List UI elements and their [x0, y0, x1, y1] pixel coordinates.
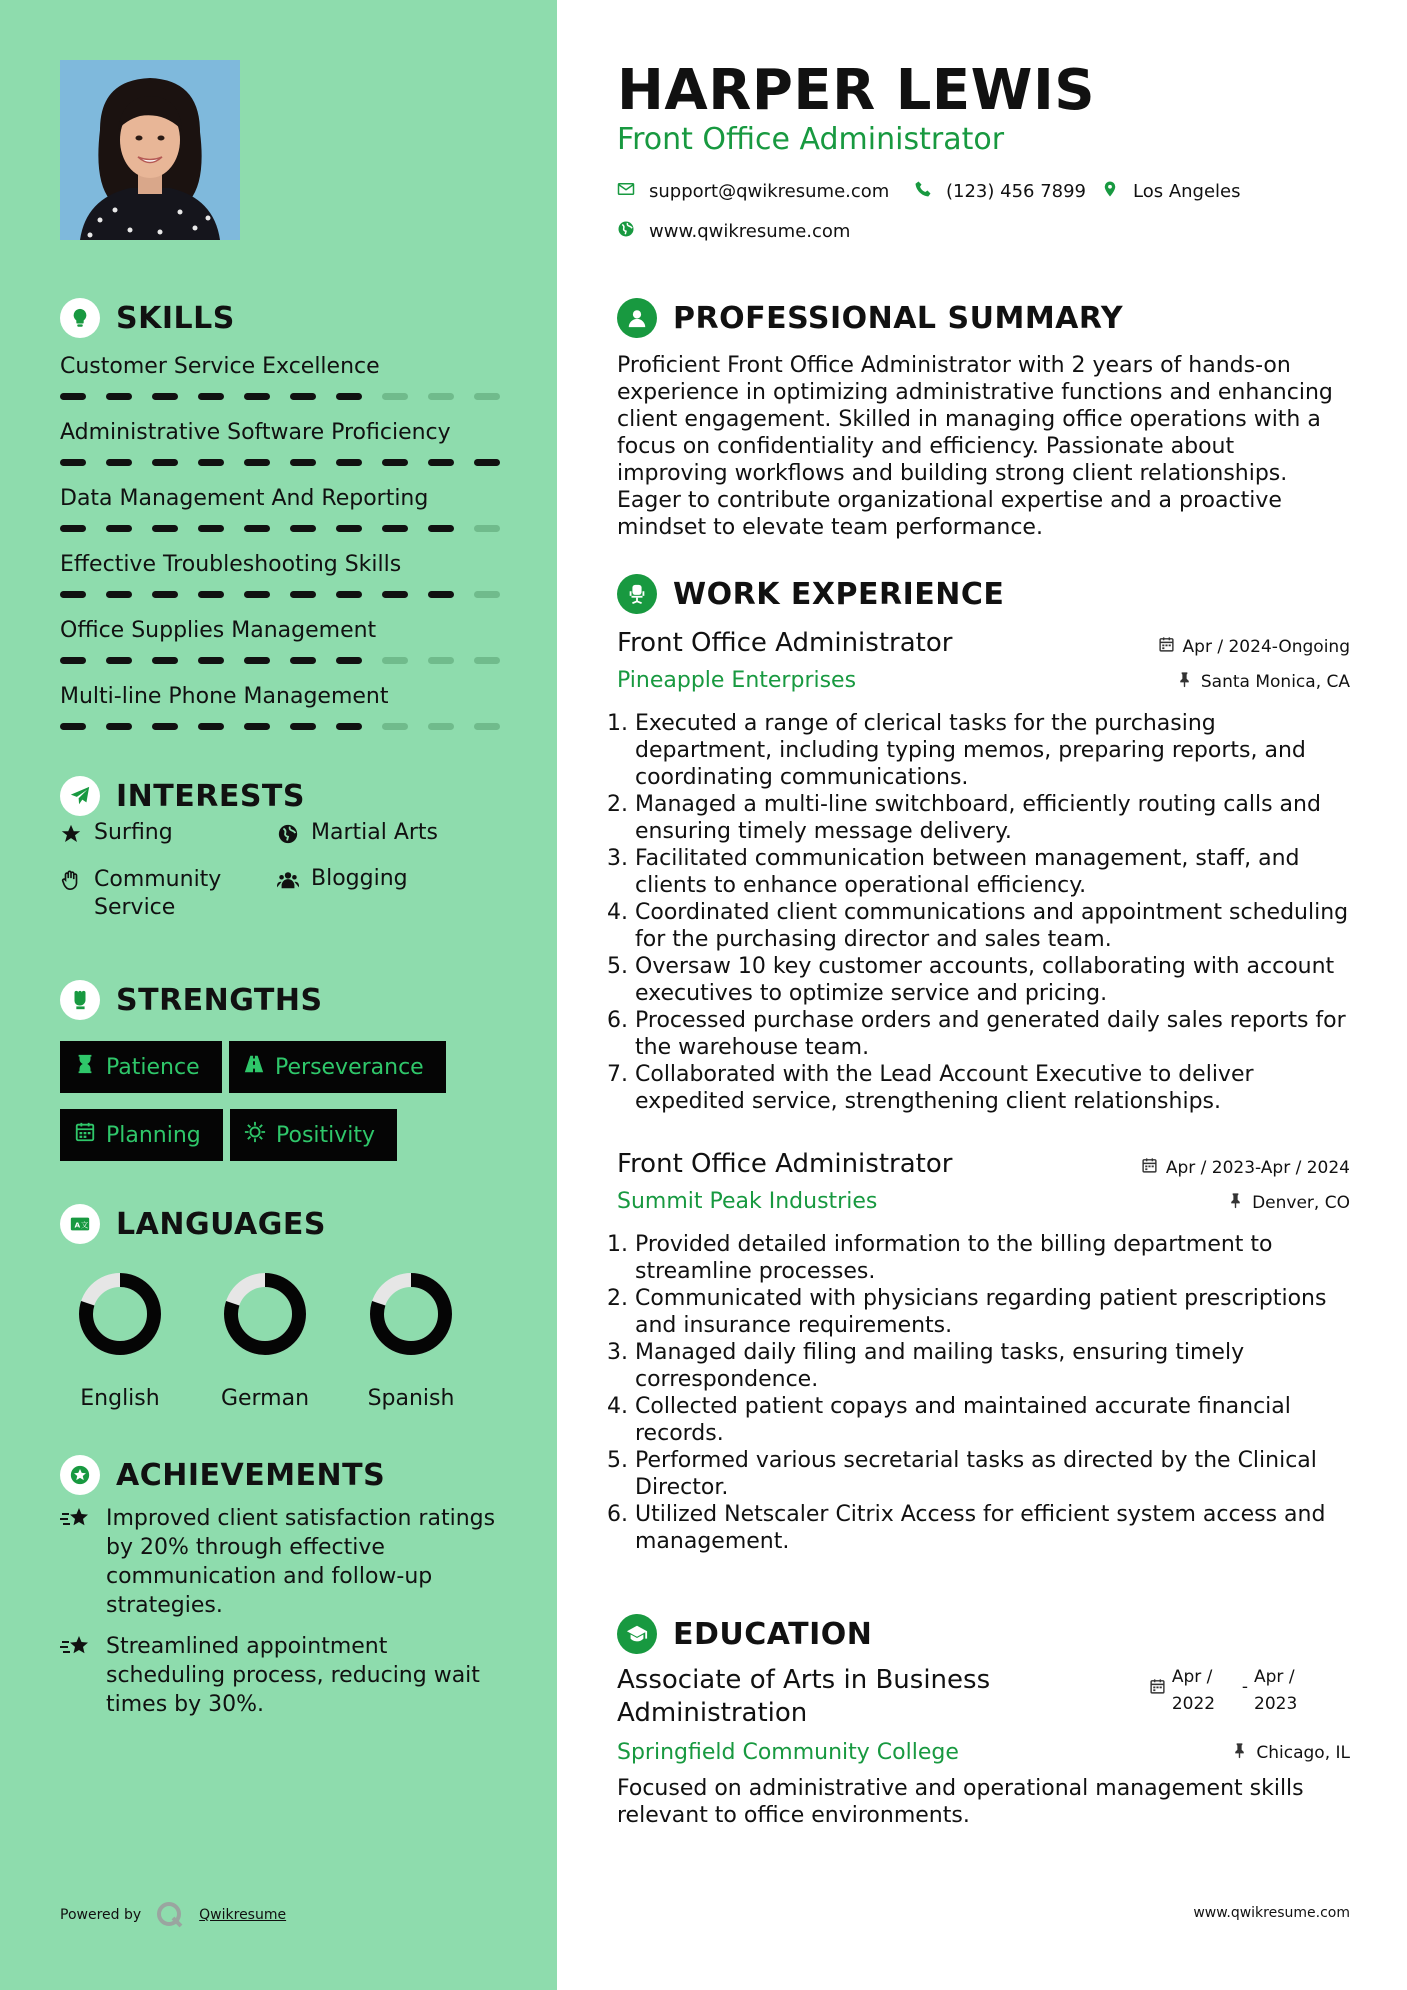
- footer-url[interactable]: www.qwikresume.com: [1193, 1905, 1350, 1921]
- contact-location: [1101, 180, 1241, 203]
- skill-level-segment: [428, 459, 454, 466]
- experience-title: WORK EXPERIENCE: [673, 576, 1005, 612]
- shooting-star-icon: [60, 1632, 92, 1719]
- profile-photo: [60, 60, 240, 240]
- skill-level-segment: [290, 525, 316, 532]
- skill-level-segment: [106, 393, 132, 400]
- pushpin-icon: [1231, 1742, 1248, 1764]
- skill-level-segment: [428, 525, 454, 532]
- job-company: Summit Peak Industries: [617, 1189, 878, 1214]
- duty-item: 2. Communicated with physicians regarding patient prescriptions and insurance requirements.: [635, 1285, 1350, 1339]
- skill-level-segment: [428, 393, 454, 400]
- globe-icon: [277, 820, 299, 851]
- skill-level-segment: [290, 393, 316, 400]
- paper-plane-icon: [60, 776, 100, 816]
- skill-level-segment: [474, 393, 500, 400]
- skill-level-segment: [60, 459, 86, 466]
- skill-level-segment: [152, 591, 178, 598]
- skill-level-segment: [198, 393, 224, 400]
- job-location-text: Santa Monica, CA: [1200, 672, 1350, 692]
- achievement-text: Improved client satisfaction ratings by 20% through effective communication and follow-up strategies.: [106, 1506, 496, 1618]
- skill-level-segment: [474, 657, 500, 664]
- interest-item: [277, 820, 438, 851]
- phone-icon: [914, 180, 932, 203]
- skill-level-segment: [474, 723, 500, 730]
- skill-level-segment: [474, 525, 500, 532]
- strength-label: Positivity: [276, 1122, 376, 1148]
- job-dates: [1141, 1157, 1350, 1179]
- duty-item: 6. Processed purchase orders and generated daily sales reports for the warehouse team.: [635, 1007, 1350, 1061]
- skill-item: [60, 420, 500, 466]
- language-label: German: [220, 1386, 310, 1411]
- summary-title: PROFESSIONAL SUMMARY: [673, 300, 1124, 336]
- education-location-text: Chicago, IL: [1256, 1743, 1350, 1763]
- skill-item: [60, 684, 500, 730]
- skill-level-segment: [428, 657, 454, 664]
- strength-tag: [230, 1109, 397, 1161]
- skill-level-segment: [198, 657, 224, 664]
- skill-level-segment: [382, 657, 408, 664]
- star-icon: [60, 820, 82, 851]
- strength-label: Patience: [106, 1054, 200, 1080]
- lightbulb-icon: [60, 298, 100, 338]
- interest-label: Community Service: [94, 867, 222, 920]
- job-location: [1176, 671, 1350, 693]
- interest-label: Blogging: [311, 866, 408, 891]
- skill-level-segment: [244, 393, 270, 400]
- skills-heading: [60, 298, 235, 338]
- language-icon: [60, 1204, 100, 1244]
- strength-tag: [60, 1041, 222, 1093]
- skill-level-segment: [336, 591, 362, 598]
- skill-level-segment: [198, 459, 224, 466]
- duty-item: 5. Performed various secretarial tasks as directed by the Clinical Director.: [635, 1447, 1350, 1501]
- calendar-icon: [1141, 1157, 1158, 1179]
- interest-label: Martial Arts: [311, 820, 439, 845]
- skill-level-segment: [290, 657, 316, 664]
- education-degree: Associate of Arts in Business Administration: [617, 1665, 991, 1728]
- skill-level-segment: [106, 657, 132, 664]
- education-start: Apr / 2022: [1171, 1667, 1216, 1714]
- calendar-icon: [74, 1121, 96, 1149]
- skill-level-segment: [290, 459, 316, 466]
- svg-text:文: 文: [80, 1220, 89, 1230]
- skill-name: Customer Service Excellence: [60, 354, 380, 379]
- skill-level-segment: [290, 723, 316, 730]
- job-dates: [1158, 636, 1350, 658]
- language-item: [60, 1270, 180, 1411]
- skill-level-segment: [428, 591, 454, 598]
- duty-item: 1. Executed a range of clerical tasks for the purchasing department, including typing memos, preparing reports, and coordinating communications.: [635, 710, 1350, 791]
- skill-level-segment: [152, 525, 178, 532]
- language-item: [351, 1270, 471, 1411]
- interest-item: [277, 866, 408, 897]
- users-icon: [277, 866, 299, 897]
- interest-item: [60, 820, 173, 851]
- education-school: Springfield Community College: [617, 1740, 959, 1765]
- globe-icon: [617, 220, 635, 243]
- summary-text: Proficient Front Office Administrator with 2 years of hands-on experience in optimizing administrative functions and enhancing client engagement. Skilled in managing office operations with a focus on confidentiality and efficiency. Passionate about improving workflows and building strong client relationships. Eager to contribute organizational expertise and a proactive mindset to elevate team performance.: [617, 353, 1333, 540]
- calendar-icon: [1149, 1664, 1166, 1704]
- qwikresume-link[interactable]: Qwikresume: [199, 1907, 287, 1923]
- job-title: Front Office Administrator: [617, 1149, 953, 1179]
- svg-text:A: A: [74, 1220, 81, 1230]
- hand-icon: [60, 866, 82, 897]
- education-heading: [617, 1614, 872, 1654]
- contact-phone[interactable]: [914, 180, 1086, 203]
- interests-title: INTERESTS: [116, 778, 305, 814]
- job-dates-text: Apr / 2023-Apr / 2024: [1165, 1158, 1350, 1178]
- skill-level-bar: [60, 591, 500, 598]
- job-duties: [617, 710, 1350, 1115]
- contact-website[interactable]: [617, 220, 850, 243]
- skill-level-bar: [60, 657, 500, 664]
- language-label: Spanish: [367, 1386, 455, 1411]
- skill-level-segment: [382, 525, 408, 532]
- strength-tag: [229, 1041, 446, 1093]
- interest-label: Surfing: [94, 820, 173, 845]
- skill-item: [60, 486, 500, 532]
- powered-by-label: Powered by: [60, 1907, 142, 1923]
- skill-level-segment: [382, 723, 408, 730]
- skill-item: [60, 618, 500, 664]
- language-item: [205, 1270, 325, 1411]
- skill-level-segment: [382, 591, 408, 598]
- education-dates: [1149, 1664, 1318, 1718]
- language-level-ring: [367, 1270, 455, 1358]
- skill-level-segment: [336, 657, 362, 664]
- skill-level-segment: [152, 459, 178, 466]
- duty-item: 1. Provided detailed information to the billing department to streamline processes.: [635, 1231, 1350, 1285]
- languages-heading: [60, 1204, 326, 1244]
- calendar-icon: [1158, 636, 1175, 658]
- skill-item: [60, 552, 500, 598]
- job-dates-text: Apr / 2024-Ongoing: [1182, 637, 1350, 657]
- interest-item: [60, 866, 260, 922]
- skill-level-segment: [60, 393, 86, 400]
- skill-level-segment: [152, 657, 178, 664]
- skill-level-segment: [106, 525, 132, 532]
- strength-label: Perseverance: [275, 1054, 424, 1080]
- job-title: Front Office Administrator: [617, 628, 953, 658]
- duty-item: 4. Collected patient copays and maintained accurate financial records.: [635, 1393, 1350, 1447]
- duty-item: 7. Collaborated with the Lead Account Executive to deliver expedited service, strengthening client relationships.: [635, 1061, 1350, 1115]
- contact-email[interactable]: [617, 180, 889, 203]
- sun-icon: [244, 1121, 266, 1149]
- languages-title: LANGUAGES: [116, 1206, 326, 1242]
- skill-level-segment: [382, 459, 408, 466]
- skill-level-segment: [244, 657, 270, 664]
- duty-item: 2. Managed a multi-line switchboard, efficiently routing calls and ensuring timely message delivery.: [635, 791, 1350, 845]
- skill-level-segment: [428, 723, 454, 730]
- skill-level-segment: [152, 393, 178, 400]
- skill-level-segment: [152, 723, 178, 730]
- graduation-cap-icon: [617, 1614, 657, 1654]
- strengths-heading: [60, 980, 323, 1020]
- skill-level-segment: [60, 657, 86, 664]
- skill-level-segment: [60, 723, 86, 730]
- pushpin-icon: [1176, 671, 1193, 693]
- star-badge-icon: [60, 1455, 100, 1495]
- skill-level-segment: [244, 525, 270, 532]
- skill-name: Office Supplies Management: [60, 618, 377, 643]
- skill-level-segment: [474, 459, 500, 466]
- skill-level-segment: [198, 591, 224, 598]
- skill-level-bar: [60, 525, 500, 532]
- skill-level-segment: [336, 723, 362, 730]
- job-location: [1227, 1192, 1350, 1214]
- hourglass-icon: [74, 1053, 96, 1081]
- skill-level-segment: [336, 459, 362, 466]
- duty-item: 4. Coordinated client communications and appointment scheduling for the purchasing director and sales team.: [635, 899, 1350, 953]
- location-text: Los Angeles: [1133, 181, 1241, 202]
- strength-label: Planning: [106, 1122, 201, 1148]
- job-duties: [617, 1231, 1350, 1555]
- skill-name: Multi-line Phone Management: [60, 684, 389, 709]
- shooting-star-icon: [60, 1504, 92, 1620]
- road-icon: [243, 1053, 265, 1081]
- summary-heading: [617, 298, 1123, 338]
- education-title: EDUCATION: [673, 1616, 873, 1652]
- achievements-title: ACHIEVEMENTS: [116, 1457, 386, 1493]
- skill-level-bar: [60, 459, 500, 466]
- skill-level-segment: [382, 393, 408, 400]
- skill-level-segment: [336, 525, 362, 532]
- education-separator: -: [1241, 1677, 1248, 1697]
- duty-item: 6. Utilized Netscaler Citrix Access for efficient system access and management.: [635, 1501, 1350, 1555]
- skill-level-segment: [474, 591, 500, 598]
- skill-level-segment: [244, 459, 270, 466]
- office-chair-icon: [617, 574, 657, 614]
- phone-text: (123) 456 7899: [946, 181, 1087, 202]
- skill-name: Administrative Software Proficiency: [60, 420, 451, 445]
- skill-level-segment: [290, 591, 316, 598]
- skills-title: SKILLS: [116, 300, 235, 336]
- skill-level-bar: [60, 393, 500, 400]
- map-pin-icon: [1101, 180, 1119, 203]
- envelope-icon: [617, 180, 635, 203]
- achievements-heading: [60, 1455, 385, 1495]
- qwikresume-logo-icon: [155, 1900, 185, 1930]
- achievement-item: [60, 1504, 500, 1620]
- powered-by: [60, 1900, 286, 1930]
- strengths-title: STRENGTHS: [116, 982, 323, 1018]
- job-location-text: Denver, CO: [1252, 1193, 1350, 1213]
- fist-icon: [60, 980, 100, 1020]
- language-label: English: [80, 1386, 160, 1411]
- interests-heading: [60, 776, 305, 816]
- education-location: [1231, 1742, 1350, 1764]
- skill-level-segment: [244, 723, 270, 730]
- email-text: support@qwikresume.com: [649, 181, 890, 202]
- strength-tag: [60, 1109, 223, 1161]
- language-level-ring: [221, 1270, 309, 1358]
- skill-item: [60, 354, 500, 400]
- pushpin-icon: [1227, 1192, 1244, 1214]
- skill-level-segment: [60, 591, 86, 598]
- skill-level-segment: [106, 723, 132, 730]
- education-end: Apr / 2023: [1254, 1667, 1298, 1714]
- skill-level-bar: [60, 723, 500, 730]
- education-description: Focused on administrative and operational management skills relevant to office environments.: [617, 1776, 1304, 1828]
- language-level-ring: [76, 1270, 164, 1358]
- achievement-text: Streamlined appointment scheduling process, reducing wait times by 30%.: [106, 1634, 480, 1717]
- job-company: Pineapple Enterprises: [617, 668, 857, 693]
- skill-level-segment: [198, 723, 224, 730]
- website-text: www.qwikresume.com: [649, 221, 851, 242]
- experience-heading: [617, 574, 1004, 614]
- duty-item: 5. Oversaw 10 key customer accounts, collaborating with account executives to optimize service and pricing.: [635, 953, 1350, 1007]
- skill-level-segment: [106, 591, 132, 598]
- skill-level-segment: [244, 591, 270, 598]
- candidate-name: HARPER LEWIS: [617, 58, 1096, 123]
- skill-name: Data Management And Reporting: [60, 486, 429, 511]
- skill-level-segment: [60, 525, 86, 532]
- achievement-item: [60, 1632, 500, 1719]
- sidebar: [0, 0, 557, 1990]
- duty-item: 3. Managed daily filing and mailing tasks, ensuring timely correspondence.: [635, 1339, 1350, 1393]
- user-icon: [617, 298, 657, 338]
- skill-level-segment: [106, 459, 132, 466]
- skill-level-segment: [198, 525, 224, 532]
- candidate-role: Front Office Administrator: [617, 122, 1005, 157]
- duty-item: 3. Facilitated communication between management, staff, and clients to enhance operational efficiency.: [635, 845, 1350, 899]
- skill-name: Effective Troubleshooting Skills: [60, 552, 402, 577]
- skill-level-segment: [336, 393, 362, 400]
